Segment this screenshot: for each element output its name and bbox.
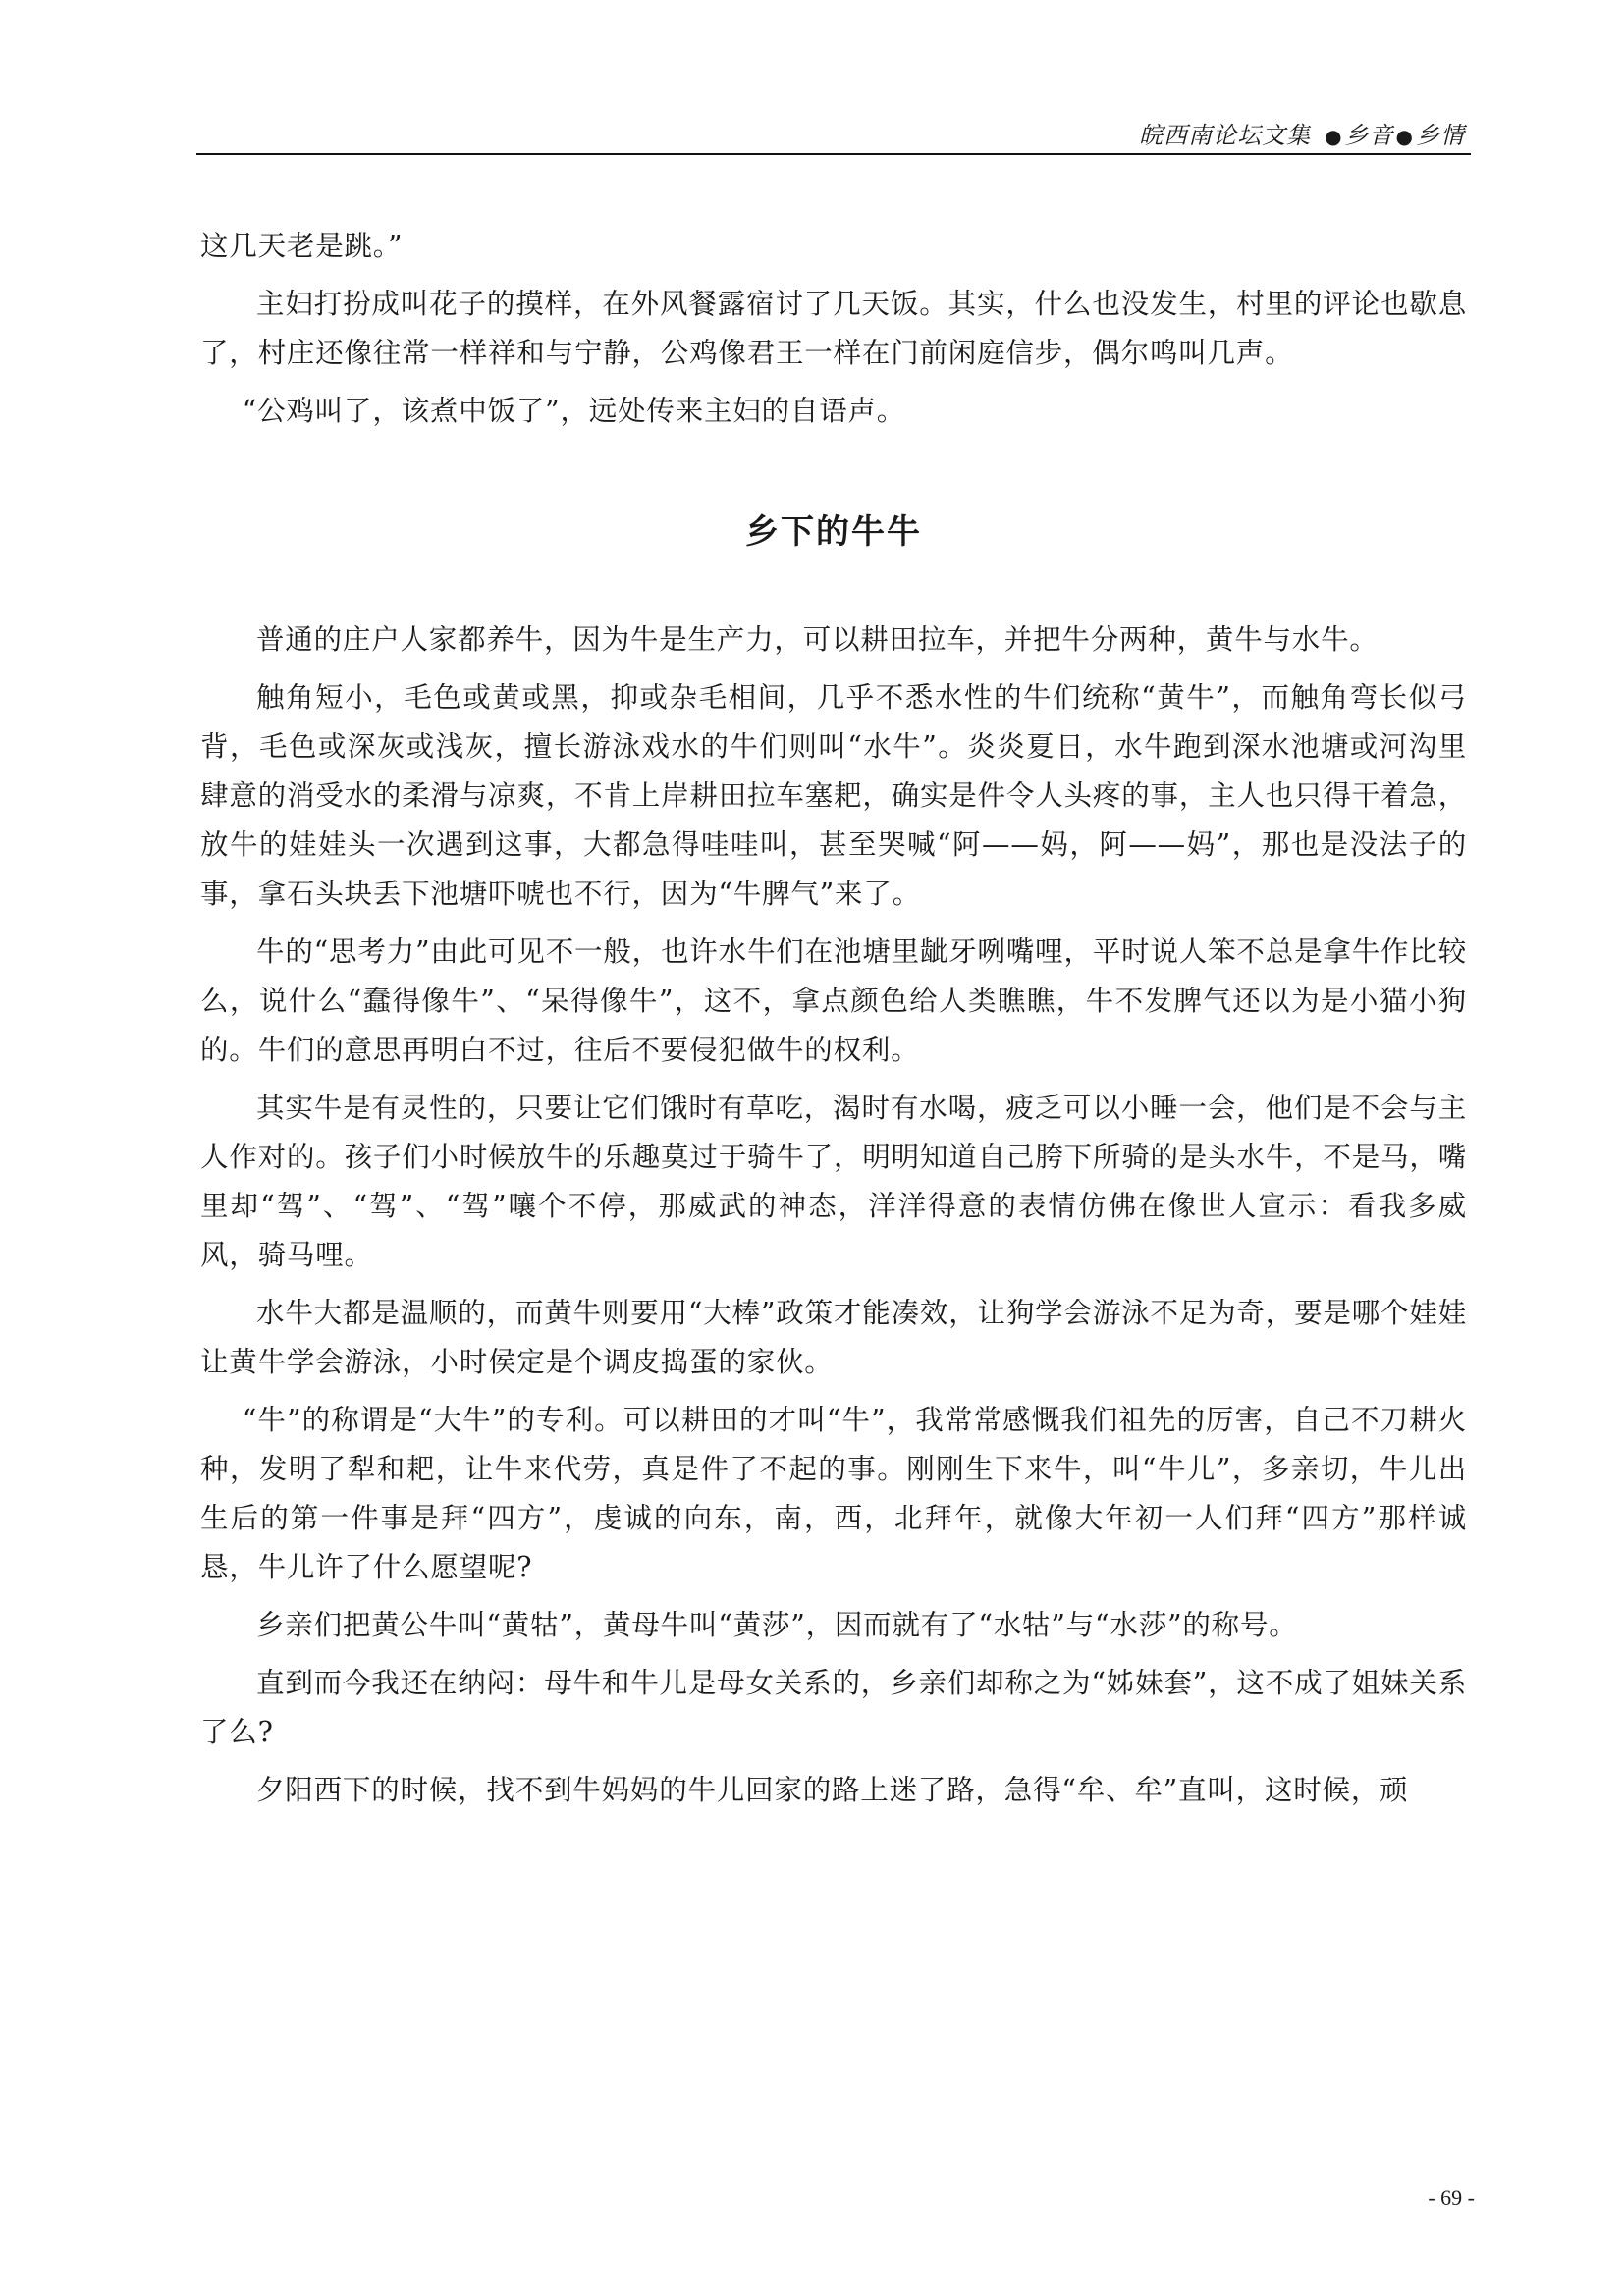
intro-paragraph: 这几天老是跳。” <box>200 230 404 262</box>
bullet-icon: ● <box>1325 125 1343 148</box>
article-paragraph: 直到而今我还在纳闷：母牛和牛儿是母女关系的，乡亲们却称之为“姊妹套”，这不成了姐妹关系了么? <box>200 1667 1467 1748</box>
header-section-2: 乡情 <box>1416 122 1465 149</box>
article-paragraph: “牛”的称谓是“大牛”的专利。可以耕田的才叫“牛”，我常常感慨我们祖先的厉害，自己不刀耕火种，发明了犁和耙，让牛来代劳，真是件了不起的事。刚刚生下来牛，叫“牛儿”，多亲切，牛儿出生后的第一件事是拜“四方”，虔诚的向东，南，西，北拜年，就像大年初一人们拜“四方”那样诚恳，牛儿许了什么愿望呢? <box>200 1404 1467 1583</box>
intro-paragraph: 主妇打扮成叫花子的摸样，在外风餐露宿讨了几天饭。其实，什么也没发生，村里的评论也歇息了，村庄还像往常一样祥和与宁静，公鸡像君王一样在门前闲庭信步，偶尔鸣叫几声。 <box>200 288 1467 369</box>
article-paragraph: 普通的庄户人家都养牛，因为牛是生产力，可以耕田拉车，并把牛分两种，黄牛与水牛。 <box>256 623 1379 656</box>
book-title: 皖西南论坛文集 <box>1139 122 1312 149</box>
page-body <box>200 222 1467 1824</box>
page-number: - 69 - <box>1428 2185 1475 2210</box>
bullet-icon: ● <box>1395 125 1414 148</box>
article-title: 乡下的牛牛 <box>745 512 922 552</box>
intro-paragraph: “公鸡叫了，该煮中饭了”，远处传来主妇的自语声。 <box>242 395 906 427</box>
article-paragraph: 其实牛是有灵性的，只要让它们饿时有草吃，渴时有水喝，疲乏可以小睡一会，他们是不会与主人作对的。孩子们小时候放牛的乐趣莫过于骑牛了，明明知道自己胯下所骑的是头水牛，不是马，嘴里却“驾”、“驾”、“驾”嚷个不停，那威武的神态，洋洋得意的表情仿佛在像世人宣示：看我多威风，骑马哩。 <box>200 1092 1467 1271</box>
header-text <box>1139 116 1465 150</box>
article-paragraph: 触角短小，毛色或黄或黑，抑或杂毛相间，几乎不悉水性的牛们统称“黄牛”，而触角弯长似弓背，毛色或深灰或浅灰，擅长游泳戏水的牛们则叫“水牛”。炎炎夏日，水牛跑到深水池塘或河沟里肆意的消受水的柔滑与凉爽，不肯上岸耕田拉车塞耙，确实是件令人头疼的事，主人也只得干着急，放牛的娃娃头一次遇到这事，大都急得哇哇叫，甚至哭喊“阿——妈，阿——妈”，那也是没法子的事，拿石头块丢下池塘吓唬也不行，因为“牛脾气”来了。 <box>200 681 1467 910</box>
article-paragraph: 水牛大都是温顺的，而黄牛则要用“大棒”政策才能凑效，让狗学会游泳不足为奇，要是哪个娃娃让黄牛学会游泳，小时侯定是个调皮捣蛋的家伙。 <box>200 1297 1467 1378</box>
article-paragraph: 牛的“思考力”由此可见不一般，也许水牛们在池塘里龇牙咧嘴哩，平时说人笨不总是拿牛作比较么，说什么“蠢得像牛”、“呆得像牛”，这不，拿点颜色给人类瞧瞧，牛不发脾气还以为是小猫小狗的。牛们的意思再明白不过，往后不要侵犯做牛的权利。 <box>200 935 1467 1066</box>
header-section-1: 乡音 <box>1344 122 1394 149</box>
article-paragraph: 夕阳西下的时候，找不到牛妈妈的牛儿回家的路上迷了路，急得“牟、牟”直叫，这时候，顽 <box>256 1774 1409 1806</box>
running-header <box>196 110 1471 155</box>
article-paragraph: 乡亲们把黄公牛叫“黄牯”，黄母牛叫“黄莎”，因而就有了“水牯”与“水莎”的称号。 <box>256 1609 1298 1641</box>
